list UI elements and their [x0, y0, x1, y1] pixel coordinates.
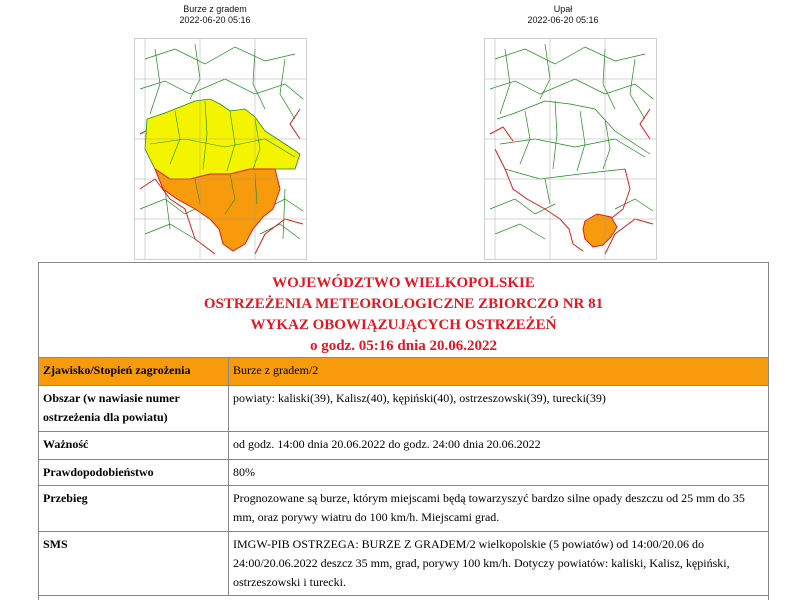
- report-header-subtitle: WYKAZ OBOWIĄZUJĄCYCH OSTRZEŻEŃ: [250, 317, 557, 333]
- row-key: Przebieg: [39, 486, 229, 531]
- row-value: od godz. 14:00 dnia 20.06.2022 do godz. 24:00 dnia 20.06.2022: [233, 437, 541, 451]
- row-key: SMS: [39, 532, 229, 595]
- row-key: Obszar (w nawiasie numer ostrzeżenia dla powiatu): [39, 386, 229, 431]
- row-key: Prawdopodobieństwo: [39, 460, 229, 485]
- map-left-thunderstorm-hail: [134, 38, 307, 260]
- table-row-area: [39, 386, 768, 432]
- report-header-title: OSTRZEŻENIA METEOROLOGICZNE ZBIORCZO NR 81: [203, 296, 604, 312]
- report-header-voivodeship: WOJEWÓDZTWO WIELKOPOLSKIE: [272, 275, 535, 291]
- row-value: IMGW-PIB OSTRZEGA: BURZE Z GRADEM/2 wielkopolskie (5 powiatów) od 14:00/20.06 do 24:00/20.06.2022 deszcz 35 mm, grad, porywy 100 km/h. Dotyczy powiatów: kaliski, Kalisz, kępiński, ostrzeszowski i turecki.: [233, 537, 730, 589]
- table-row-sms: [39, 532, 768, 596]
- report-header: [39, 263, 768, 358]
- orange-warning-area: [155, 169, 280, 251]
- map-right-heat: [484, 38, 657, 260]
- map-left-title: Burze z gradem: [183, 4, 247, 14]
- map-right-timestamp: 2022-06-20 05:16: [527, 15, 599, 25]
- report-header-time: o godz. 05:16 dnia 20.06.2022: [309, 338, 498, 354]
- warning-report: [38, 262, 769, 600]
- row-value: Burze z gradem/2: [229, 358, 768, 385]
- table-row-phenomenon: [39, 358, 768, 386]
- row-value: 80%: [233, 465, 255, 479]
- table-row-probability: [39, 460, 768, 486]
- table-row-course: [39, 486, 768, 532]
- map-right-title: Upał: [553, 4, 573, 14]
- row-value: Prognozowane są burze, którym miejscami będą towarzyszyć bardzo silne opady deszczu od 25 mm do 35 mm, oraz porywy wiatru do 100 km/h. Miejscami grad.: [233, 491, 745, 524]
- map-left-timestamp: 2022-06-20 05:16: [179, 15, 251, 25]
- row-key: Ważność: [39, 432, 229, 459]
- row-value: powiaty: kaliski(39), Kalisz(40), kępiński(40), ostrzeszowski(39), turecki(39): [233, 391, 606, 405]
- table-row-validity: [39, 432, 768, 460]
- row-key: Zjawisko/Stopień zagrożenia: [39, 358, 229, 385]
